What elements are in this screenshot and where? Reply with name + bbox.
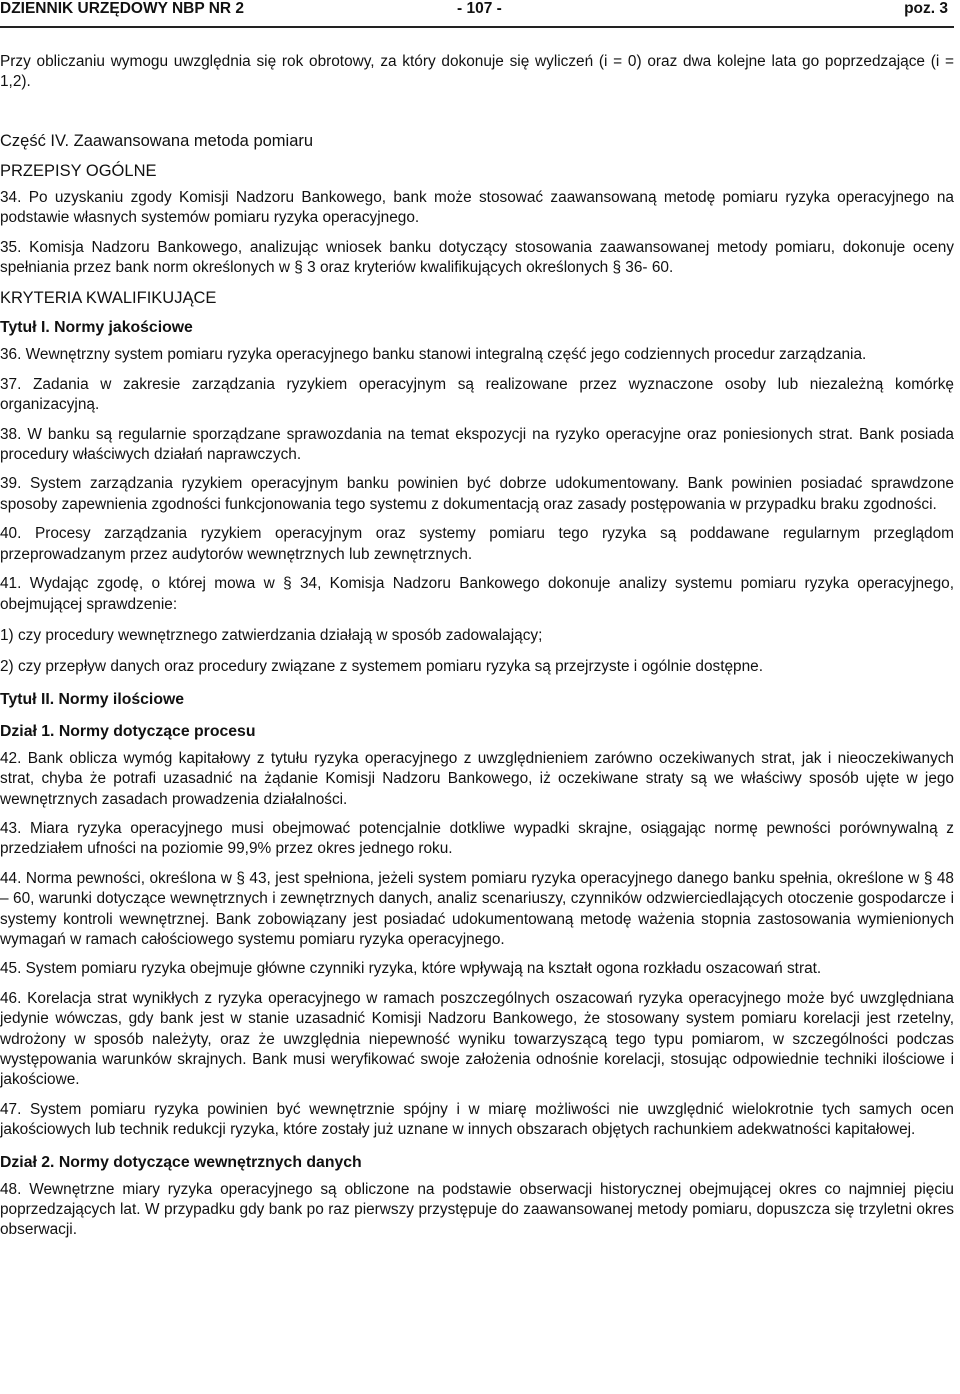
paragraph-42: 42. Bank oblicza wymóg kapitałowy z tytułu ryzyka operacyjnego z uwzględnieniem zarówno oczekiwanych strat, jak i nieoczekiwanych strat, chyba że potrafi uzasadnić na żądanie Komisji Nadzoru Bankowego, iż oczekiwane straty są we właściwy sposób ujęte w jego wewnętrznych zasadach prowadzenia działalności. [0,749,954,808]
paragraph-47: 47. System pomiaru ryzyka powinien być wewnętrznie spójny i w miarę możliwości nie uwzględnić wielokrotnie tych samych ocen jakościowych lub technik redukcji ryzyka, które zostały już uznane w innych obszarach objętych rachunkiem adekwatności kapitałowej. [0,1100,954,1139]
paragraph-35: 35. Komisja Nadzoru Bankowego, analizując wniosek banku dotyczący stosowania zaawansowanej metody pomiaru, dokonuje oceny spełniania przez bank norm określonych w § 3 oraz kryteriów kwalifikujących określonych § 36- 60. [0,238,954,277]
criteria-heading: KRYTERIA KWALIFIKUJĄCE [0,289,217,308]
list-item-1: 1) czy procedury wewnętrznego zatwierdzania działają w sposób zadowalający; [0,626,543,644]
journal-title: DZIENNIK URZĘDOWY NBP NR 2 [0,0,245,17]
general-provisions-heading: PRZEPISY OGÓLNE [0,161,157,180]
paragraph-39: 39. System zarządzania ryzykiem operacyjnym banku powinien być dobrze udokumentowany. Bank powinien posiadać sprawdzone sposoby zapewnienia zgodności funkcjonowania tego systemu z dokumentacją oraz zasady postępowania w przypadku braku zgodności. [0,475,954,513]
title-1-heading: Tytuł I. Normy jakościowe [0,319,193,337]
paragraph-48: 48. Wewnętrzne miary ryzyka operacyjnego są obliczone na podstawie obserwacji historycznej obejmującej okres co najmniej pięciu poprzedzających lat. W przypadku gdy bank po raz pierwszy przystępuje do zaawansowanej metody pomiaru, dopuszcza się trzyletni okres obserwacji. [0,1180,954,1239]
paragraph-37: 37. Zadania w zakresie zarządzania ryzykiem operacyjnym są realizowane przez wyznaczone osoby lub niezależną komórkę organizacyjną. [0,375,954,414]
paragraph-45: 45. System pomiaru ryzyka obejmuje główne czynniki ryzyka, które wpływają na kształt ogona rozkładu oszacowań strat. [0,960,822,978]
paragraph-38: 38. W banku są regularnie sporządzane sprawozdania na temat ekspozycji na ryzyko operacyjne oraz poniesionych strat. Bank posiada procedury właściwych działań naprawczych. [0,425,954,464]
paragraph-41: 41. Wydając zgodę, o której mowa w § 34, Komisja Nadzoru Bankowego dokonuje analizy systemu pomiaru ryzyka operacyjnego, obejmującej sprawdzenie: [0,575,954,613]
page-number: - 107 - [457,0,502,17]
paragraph-43: 43. Miara ryzyka operacyjnego musi obejmować potencjalnie dotkliwe wypadki skrajne, osiągając normę pewności porównywalną z przedziałem ufności na poziomie 99,9% przez okres jednego roku. [0,819,954,858]
intro-paragraph: Przy obliczaniu wymogu uwzględnia się rok obrotowy, za który dokonuje się wyliczeń (i = 0) oraz dwa kolejne lata go poprzedzające (i = 1,2). [0,53,954,91]
paragraph-40: 40. Procesy zarządzania ryzykiem operacyjnym oraz systemy pomiaru tego ryzyka są poddawane regularnym przeglądom przeprowadzanym przez audytorów wewnętrznych lub zewnętrznych. [0,525,954,563]
part-heading: Część IV. Zaawansowana metoda pomiaru [0,131,314,150]
list-item-2: 2) czy przepływ danych oraz procedury związane z systemem pomiaru ryzyka są przejrzyste i ogólnie dostępne. [0,658,764,676]
paragraph-44: 44. Norma pewności, określona w § 43, jest spełniona, jeżeli system pomiaru ryzyka operacyjnego danego banku spełnia, określone w § 48 – 60, warunki dotyczące wewnętrznych i zewnętrznych danych, analiz scenariuszy, czynników odzwierciedlających otoczenie gospodarcze i systemy kontroli wewnętrznej. Bank zobowiązany jest posiadać udokumentowaną metodę ważenia stopnia zastosowania wymienionych wymagań w ramach całościowego systemu pomiaru ryzyka operacyjnego. [0,869,954,948]
paragraph-46: 46. Korelacja strat wynikłych z ryzyka operacyjnego w ramach poszczególnych oszacowań ryzyka operacyjnego może być uwzględniana jedynie wówczas, gdy bank jest w stanie uzasadnić Komisji Nadzoru Bankowego, że stosowany system pomiaru korelacji jest rzetelny, wdrożony w sposób należyty, oraz że uwzględnia niepewność wyniku towarzyszącą tego typu pomiarom, w szczególności podczas występowania warunków skrajnych. Bank musi weryfikować swoje założenia odnośnie korelacji, stosując odpowiednie techniki ilościowe i jakościowe. [0,989,954,1089]
position-number: poz. 3 [904,0,948,17]
title-2-heading: Tytuł II. Normy ilościowe [0,690,185,708]
section-2-heading: Dział 2. Normy dotyczące wewnętrznych danych [0,1153,362,1171]
section-1-heading: Dział 1. Normy dotyczące procesu [0,722,256,740]
paragraph-34: 34. Po uzyskaniu zgody Komisji Nadzoru Bankowego, bank może stosować zaawansowaną metodę pomiaru ryzyka operacyjnego na podstawie własnych systemów pomiaru ryzyka operacyjnego. [0,188,954,227]
paragraph-36: 36. Wewnętrzny system pomiaru ryzyka operacyjnego banku stanowi integralną część jego codziennych procedur zarządzania. [0,346,867,364]
page-header [0,0,954,28]
document-body [0,52,954,1241]
